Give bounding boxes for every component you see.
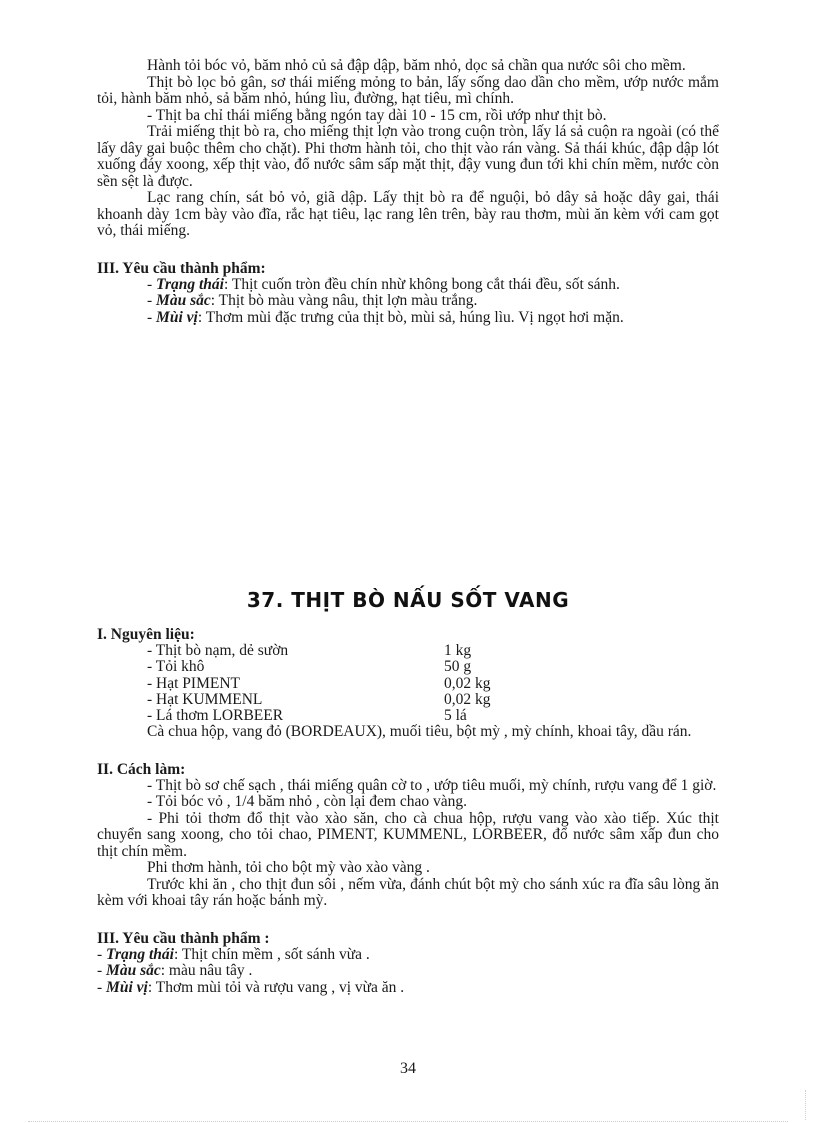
section-heading: III. Yêu cầu thành phẩm: — [97, 259, 266, 277]
requirement-text: : Thơm mùi tỏi và rượu vang , vị vừa ăn . — [147, 978, 405, 996]
section-heading: I. Nguyên liệu: — [97, 626, 195, 643]
requirement-line: - Màu sắc: màu nâu tây . — [97, 962, 253, 980]
requirement-text: : Thịt bò màu vàng nâu, thịt lợn màu trắng. — [210, 292, 478, 309]
method-step: Trước khi ăn , cho thịt đun sôi , nếm vừa, đánh chút bột mỳ cho sánh xúc ra đĩa sâu lòng ăn kèm với khoai tây rán hoặc bánh mỳ. — [97, 875, 719, 910]
method-step: - Phi tỏi thơm đổ thịt vào xào săn, cho cà chua hộp, rượu vang vào xào tiếp. Xúc thịt chuyển sang xoong, cho tỏi chao, PIMENT, KUMMENL, LORBEER, đổ nước sâm xấp đun cho thịt chín mềm. — [97, 809, 719, 860]
method-step: Phi thơm hành, tỏi cho bột mỳ vào xào vàng . — [147, 859, 430, 877]
ingredient-qty: 50 g — [444, 658, 472, 676]
requirement-text: : Thịt chín mềm , sốt sánh vừa . — [173, 945, 370, 963]
requirement-line: - Mùi vị: Thơm mùi tỏi và rượu vang , vị vừa ăn . — [97, 978, 405, 996]
ingredient-qty: 5 lá — [444, 707, 467, 725]
ingredient-name: - Hạt KUMMENL — [147, 690, 263, 708]
requirement-text: : Thơm mùi đặc trưng của thịt bò, mùi sả, húng lìu. Vị ngọt hơi mặn. — [197, 308, 624, 326]
ingredient-row — [147, 708, 491, 724]
recipe-body — [97, 626, 719, 996]
requirement-label: Trạng thái — [106, 945, 174, 963]
ingredient-table — [147, 643, 491, 724]
paragraph: Hành tỏi bóc vỏ, băm nhỏ củ sả đập dập, băm nhỏ, dọc sả chần qua nước sôi cho mềm. — [147, 57, 686, 74]
paragraph: Thịt bò lọc bỏ gân, sơ thái miếng mỏng to bản, lấy sống dao dần cho mềm, ướp nước mắm tỏi, hành băm nhỏ, sả băm nhỏ, húng lìu, đường, hạt tiêu, mì chính. — [97, 73, 719, 107]
ingredient-name: - Tỏi khô — [147, 658, 205, 676]
ingredient-qty: 0,02 kg — [444, 674, 491, 692]
requirement-line: - Màu sắc: Thịt bò màu vàng nâu, thịt lợn màu trắng. — [147, 292, 478, 309]
paragraph: Trải miếng thịt bò ra, cho miếng thịt lợn vào trong cuộn tròn, lấy lá sả cuộn ra ngoài (có thể lấy dây gai buộc thêm cho chặt). Phi thơm hành tỏi, cho thịt vào rán vàng. Sả thái khúc, đập dập lót xuống đáy xoong, xếp thịt vào, đổ nước sâm sấp mặt thịt, đậy vung đun tới khi chín mềm, nước còn sền sệt là được. — [97, 123, 719, 190]
ingredient-row — [147, 643, 491, 659]
recipe-title: 37. THỊT BÒ NẤU SỐT VANG — [246, 588, 570, 612]
section-heading: III. Yêu cầu thành phẩm : — [97, 929, 270, 947]
paragraph: - Thịt ba chỉ thái miếng bằng ngón tay dài 10 - 15 cm, rồi ướp như thịt bò. — [147, 106, 607, 124]
method-step: - Tỏi bóc vỏ , 1/4 băm nhỏ , còn lại đem chao vàng. — [147, 793, 467, 811]
method-step: - Thịt bò sơ chế sạch , thái miếng quân cờ to , ướp tiêu muối, mỳ chính, rượu vang để 1 giờ. — [147, 776, 717, 794]
requirement-label: Mùi vị — [106, 978, 148, 996]
requirement-line: - Trạng thái: Thịt cuốn tròn đều chín nhừ không bong cắt thái đều, sốt sánh. — [147, 275, 620, 293]
paragraph: Cà chua hộp, vang đỏ (BORDEAUX), muối tiêu, bột mỳ , mỳ chính, khoai tây, dầu rán. — [147, 723, 692, 741]
ingredient-qty: 0,02 kg — [444, 690, 491, 708]
ingredient-name: - Lá thơm LORBEER — [147, 707, 284, 725]
ingredient-name: - Thịt bò nạm, dẻ sườn — [147, 642, 289, 659]
ingredient-row — [147, 659, 491, 675]
requirement-text: : Thịt cuốn tròn đều chín nhừ không bong cắt thái đều, sốt sánh. — [223, 275, 620, 293]
top-section — [97, 58, 719, 326]
page-number: 34 — [400, 1060, 416, 1077]
ingredient-row — [147, 692, 491, 708]
section-heading: II. Cách làm: — [97, 760, 186, 778]
paragraph: Lạc rang chín, sát bỏ vỏ, giã dập. Lấy thịt bò ra để nguội, bỏ dây sả hoặc dây gai, thái khoanh dày 1cm bày vào đĩa, rắc hạt tiêu, lạc rang lên trên, bày rau thơm, mùi ăn kèm với cam gọt vỏ, thái miếng. — [97, 189, 719, 239]
ingredient-qty: 1 kg — [444, 642, 472, 659]
requirement-label: Mùi vị — [156, 308, 198, 326]
ingredient-row — [147, 676, 491, 692]
requirement-label: Trạng thái — [156, 275, 224, 293]
requirement-text: : màu nâu tây . — [160, 962, 253, 980]
requirement-label: Màu sắc — [156, 292, 211, 309]
requirement-label: Màu sắc — [106, 962, 161, 980]
requirement-line: - Mùi vị: Thơm mùi đặc trưng của thịt bò, mùi sả, húng lìu. Vị ngọt hơi mặn. — [147, 308, 624, 326]
page-border-corner — [805, 1090, 806, 1120]
requirement-line: - Trạng thái: Thịt chín mềm , sốt sánh vừa . — [97, 945, 370, 963]
page-border — [28, 1121, 788, 1122]
ingredient-name: - Hạt PIMENT — [147, 674, 240, 692]
